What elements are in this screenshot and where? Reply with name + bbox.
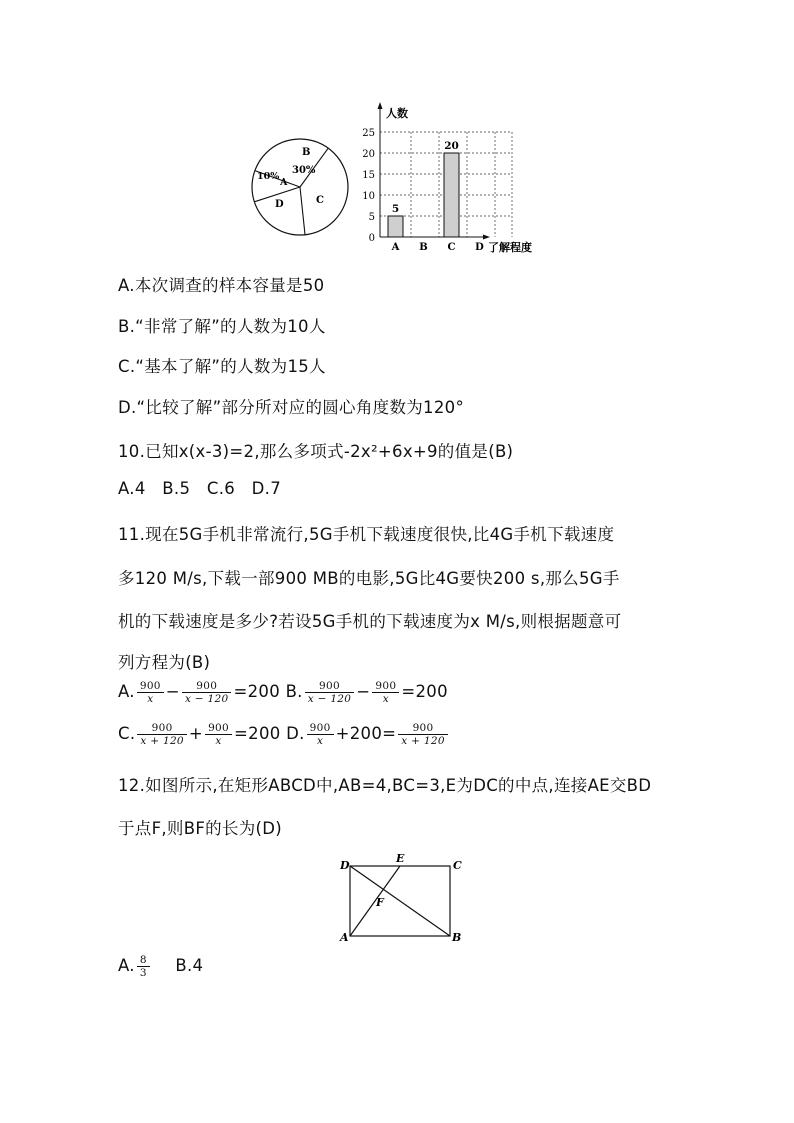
segment-ae bbox=[350, 866, 400, 936]
bar-category-label: A bbox=[391, 242, 400, 253]
bar-category-label: D bbox=[475, 242, 484, 253]
rectangle-figure bbox=[330, 848, 470, 948]
fraction: $\frac{900}{x + 120}$ bbox=[137, 722, 187, 747]
bar-ytick-label: 5 bbox=[368, 212, 375, 223]
point-c-label: C bbox=[453, 859, 462, 872]
bar-ytick-label: 10 bbox=[362, 191, 375, 202]
q11-line-4: 列方程为(B) bbox=[118, 653, 211, 672]
bar-category-label: C bbox=[447, 242, 456, 253]
bar-chart bbox=[340, 100, 540, 260]
fraction: $\frac{900}{x + 120}$ bbox=[398, 722, 448, 747]
bar-category-label: B bbox=[419, 242, 428, 253]
q11-optC-label: C. bbox=[118, 724, 136, 743]
q10-stem: 10.已知x(x-3)=2,那么多项式-2x²+6x+9的值是(B) bbox=[118, 442, 514, 461]
q12-optA-label: A. bbox=[118, 956, 135, 975]
fraction: $\frac{900}{x - 120}$ bbox=[182, 680, 232, 705]
pie-percent-a: 10% bbox=[257, 171, 280, 182]
point-a-label: A bbox=[340, 931, 349, 944]
bar-value-label: 5 bbox=[391, 203, 400, 215]
q9-option-c: C.“基本了解”的人数为15人 bbox=[118, 357, 326, 376]
q11-optA-label: A. bbox=[118, 682, 135, 701]
bar-value-label: 20 bbox=[444, 140, 459, 152]
point-b-label: B bbox=[452, 931, 462, 944]
diagonal-bd bbox=[350, 866, 450, 936]
fraction: $\frac{900}{x}$ bbox=[137, 680, 164, 705]
q11-optD-label: D. bbox=[286, 724, 305, 743]
pie-label-c: C bbox=[316, 195, 324, 206]
fraction: $\frac{900}{x - 120}$ bbox=[305, 680, 355, 705]
pie-percent-b: 30% bbox=[292, 165, 316, 176]
q12-options bbox=[118, 954, 203, 979]
q12-optB: B.4 bbox=[175, 956, 204, 975]
fraction: $\frac{900}{x}$ bbox=[372, 680, 399, 705]
bar-ytick-label: 0 bbox=[368, 233, 375, 244]
bar-ytick-label: 25 bbox=[362, 128, 375, 139]
point-f-label: F bbox=[376, 896, 384, 909]
q11-line-3: 机的下载速度是多少?若设5G手机的下载速度为x M/s,则根据题意可 bbox=[118, 612, 622, 631]
pie-label-b: B bbox=[302, 147, 311, 158]
point-d-label: D bbox=[340, 859, 350, 872]
bar-ylabel: 人数 bbox=[386, 107, 408, 120]
point-e-label: E bbox=[396, 852, 405, 865]
bar-ytick-label: 20 bbox=[362, 149, 375, 160]
q11-options-ab: A. $\frac{900}{x}$ − $\frac{900}{x - 120}$ =200 B. $\frac{900}{x - 120}$ − $\frac{900}{x}$ =200 bbox=[118, 680, 448, 705]
q11-line-2: 多120 M/s,下载一部900 MB的电影,5G比4G要快200 s,那么5G手 bbox=[118, 569, 620, 588]
bar-xlabel: 了解程度 bbox=[488, 241, 532, 254]
q11-options-cd: C. $\frac{900}{x + 120}$ + $\frac{900}{x}$ =200 D. $\frac{900}{x}$ +200= $\frac{900}{x + 120}$ bbox=[118, 722, 450, 747]
bar-c bbox=[444, 153, 459, 237]
bar-a bbox=[388, 216, 403, 237]
pie-chart bbox=[250, 137, 350, 237]
fraction: $\frac{900}{x}$ bbox=[307, 722, 334, 747]
bar-ytick-label: 15 bbox=[362, 170, 375, 181]
q10-options: A.4 B.5 C.6 D.7 bbox=[118, 479, 282, 498]
q12-line-2: 于点F,则BF的长为(D) bbox=[118, 819, 283, 838]
q9-option-d: D.“比较了解”部分所对应的圆心角度数为120° bbox=[118, 398, 464, 417]
q9-option-b: B.“非常了解”的人数为10人 bbox=[118, 317, 326, 336]
fraction: $\frac{8}{3}$ bbox=[137, 954, 150, 979]
pie-label-a: A bbox=[280, 177, 288, 188]
q11-line-1: 11.现在5G手机非常流行,5G手机下载速度很快,比4G手机下载速度 bbox=[118, 525, 615, 544]
q9-option-a: A.本次调查的样本容量是50 bbox=[118, 276, 325, 295]
fraction: $\frac{900}{x}$ bbox=[205, 722, 232, 747]
pie-label-d: D bbox=[275, 199, 284, 210]
q11-optB-label: B. bbox=[285, 682, 303, 701]
q12-line-1: 12.如图所示,在矩形ABCD中,AB=4,BC=3,E为DC的中点,连接AE交BD bbox=[118, 776, 652, 795]
